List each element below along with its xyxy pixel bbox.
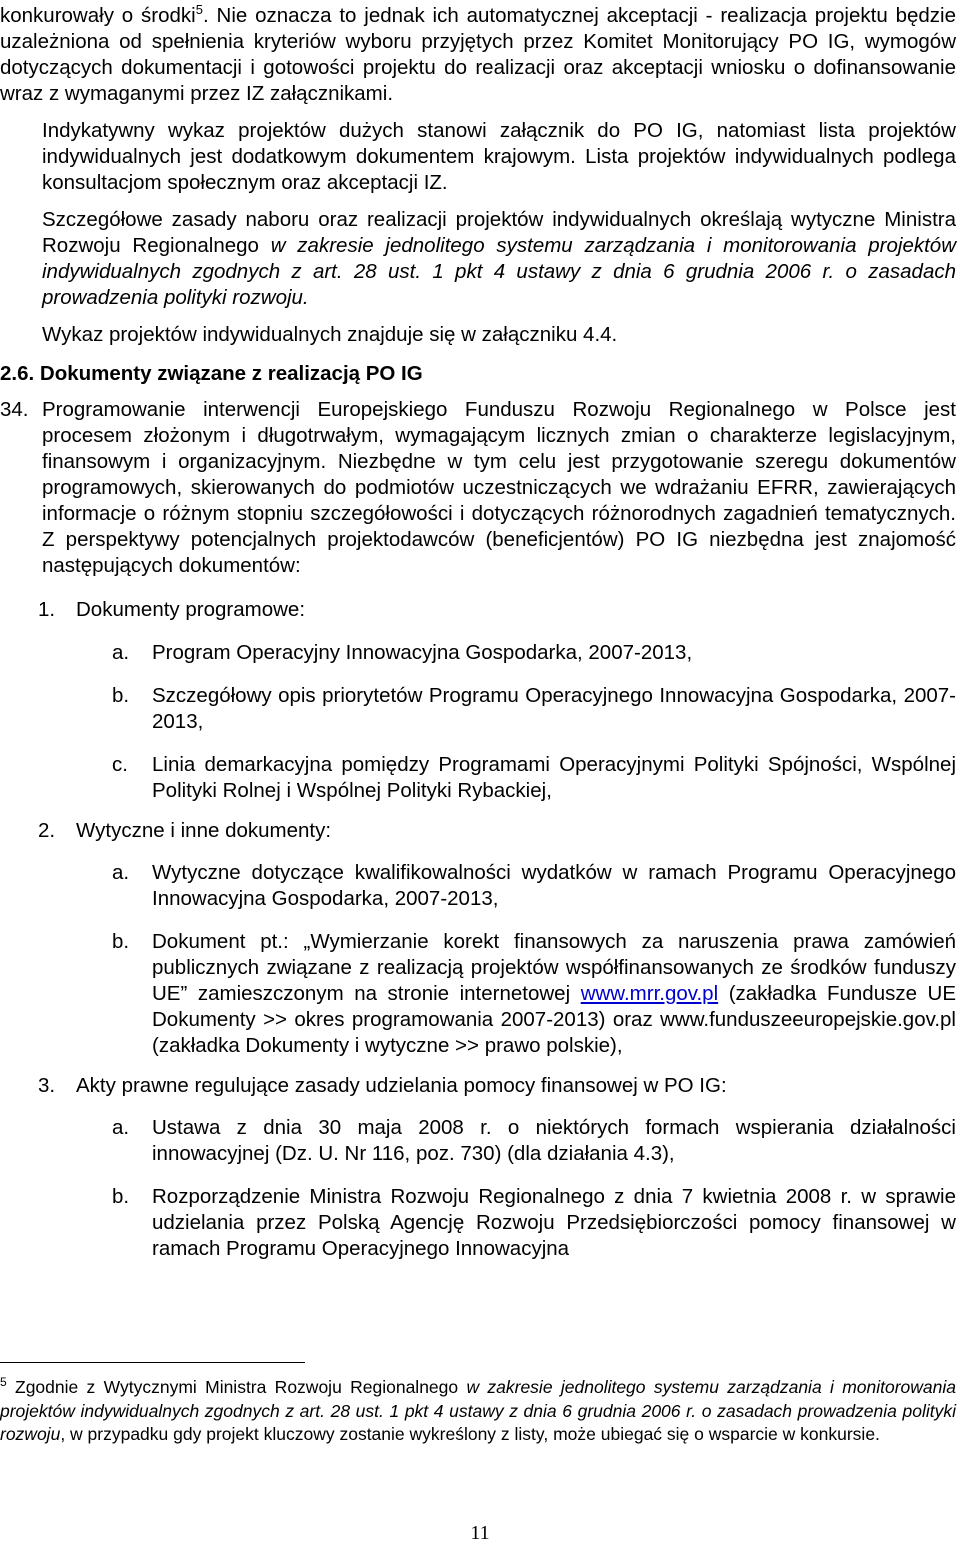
list-subitem: c. Linia demarkacyjna pomiędzy Programami Operacyjnymi Polityki Spójności, Wspólnej Polityki Rolnej i Wspólnej Polityki Rybackiej, bbox=[112, 753, 956, 802]
list-subitem: a. Program Operacyjny Innowacyjna Gospodarka, 2007-2013, bbox=[112, 641, 693, 664]
paragraph-intro: konkurowały o środki$^5$. Nie oznacza to jednak ich automatycznej akceptacji - realizacja projektu będzie uzależniona od spełnienia kryteriów wyboru przyjętych przez Komitet Monitorujący PO IG, wymogów dotyczących dokumentacji i gotowości projektu do realizacji oraz akceptacji wniosku o dofinansowanie wraz z wymaganymi przez IZ załącznikami. bbox=[0, 2, 956, 105]
mrr-website-link[interactable]: www.mrr.gov.pl bbox=[580, 982, 719, 1005]
paragraph-number: 34. bbox=[0, 398, 29, 421]
list-subitem: a. Wytyczne dotyczące kwalifikowalności wydatków w ramach Programu Operacyjnego Innowacyjna Gospodarka, 2007-2013, bbox=[112, 861, 956, 910]
paragraph-rules: Szczegółowe zasady naboru oraz realizacji projektów indywidualnych określają wytyczne Ministra Rozwoju Regionalnego w zakresie jednolitego systemu zarządzania i monitorowania projektów indywidualnych zgodnych z art. 28 ust. 1 pkt 4 ustawy z dnia 6 grudnia 2006 r. o zasadach prowadzenia polityki rozwoju. bbox=[42, 208, 956, 309]
footnote-divider bbox=[0, 1362, 305, 1363]
list-subitem: b. Szczegółowy opis priorytetów Programu Operacyjnego Innowacyjna Gospodarka, 2007-2013, bbox=[112, 684, 956, 733]
list-item: 3. Akty prawne regulujące zasady udzielania pomocy finansowej w PO IG: bbox=[38, 1074, 727, 1097]
paragraph-project-list: Indykatywny wykaz projektów dużych stanowi załącznik do PO IG, natomiast lista projektów indywidualnych jest dodatkowym dokumentem krajowym. Lista projektów indywidualnych podlega konsultacjom społecznym oraz akceptacji IZ. bbox=[42, 119, 956, 194]
list-item: 2. Wytyczne i inne dokumenty: bbox=[38, 819, 332, 842]
list-item: 1. Dokumenty programowe: bbox=[38, 598, 306, 621]
footnote: $^5$ Zgodnie z Wytycznymi Ministra Rozwoju Regionalnego w zakresie jednolitego systemu zarządzania i monitorowania projektów indywidualnych zgodnych z art. 28 ust. 1 pkt 4 ustawy z dnia 6 grudnia 2006 r. o zasadach prowadzenia polityki rozwoju, w przypadku gdy projekt kluczowy zostanie wykreślony z listy, może ubiegać się o wsparcie w konkursie. bbox=[0, 1375, 956, 1444]
list-subitem: a. Ustawa z dnia 30 maja 2008 r. o niektórych formach wspierania działalności innowacyjnej (Dz. U. Nr 116, poz. 730) (dla działania 4.3), bbox=[112, 1116, 956, 1165]
documents-list bbox=[0, 597, 956, 1262]
body-text bbox=[0, 2, 957, 1262]
page-number: 11 bbox=[470, 1522, 490, 1544]
list-subitem: b. Rozporządzenie Ministra Rozwoju Regionalnego z dnia 7 kwietnia 2008 r. w sprawie udzielania przez Polską Agencję Rozwoju Przedsiębiorczości pomocy finansowej w ramach Programu Operacyjnego Innowacyjna bbox=[112, 1185, 956, 1260]
paragraph-34: 34. Programowanie interwencji Europejskiego Funduszu Rozwoju Regionalnego w Polsce jest procesem złożonym i długotrwałym, wymagającym licznych zmian o charakterze legislacyjnym, finansowym i organizacyjnym. Niezbędne w tym celu jest przygotowanie szeregu dokumentów programowych, skierowanych do podmiotów uczestniczących we wdrażaniu EFRR, zawierających informacje o różnym stopniu szczegółowości i dotyczących różnorodnych zagadnień tematycznych. Z perspektywy potencjalnych projektodawców (beneficjentów) PO IG niezbędna jest znajomość następujących dokumentów: bbox=[0, 398, 956, 577]
list-subitem: b. Dokument pt.: „Wymierzanie korekt finansowych za naruszenia prawa zamówień publicznych związane z realizacją projektów współfinansowanych ze środków funduszy UE” zamieszczonym na stronie internetowej www.mrr.gov.pl (zakładka Fundusze UE Dokumenty >> okres programowania 2007-2013) oraz www.funduszeeuropejskie.gov.pl (zakładka Dokumenty i wytyczne >> prawo polskie), bbox=[112, 930, 957, 1057]
paragraph-attachment: Wykaz projektów indywidualnych znajduje się w załączniku 4.4. bbox=[42, 323, 618, 346]
section-heading: 2.6. Dokumenty związane z realizacją PO IG bbox=[0, 362, 423, 385]
footnote-reference[interactable]: 5 bbox=[195, 2, 203, 18]
